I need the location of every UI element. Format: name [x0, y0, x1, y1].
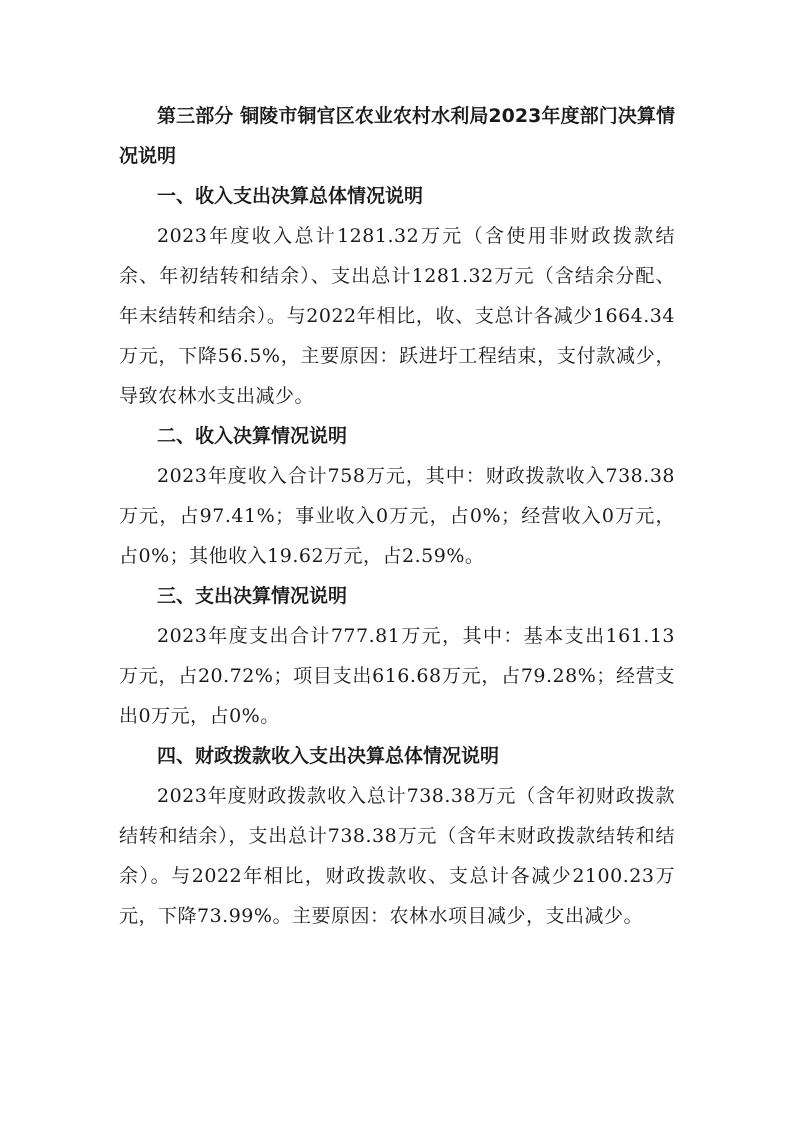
- document-page: [119, 96, 675, 936]
- section-body: 2023年度收入总计1281.32万元（含使用非财政拨款结余、年初结转和结余）、支出总计1281.32万元（含结余分配、年末结转和结余）。与2022年相比，收、支总计各减少1664.34万元，下降56.5%，主要原因：跃进圩工程结束，支付款减少，导致农林水支出减少。: [119, 225, 675, 407]
- section-fiscal-appropriation: [119, 736, 675, 936]
- section-body: 2023年度支出合计777.81万元，其中：基本支出161.13万元，占20.72%；项目支出616.68万元，占79.28%；经营支出0万元，占0%。: [119, 625, 675, 727]
- section-heading: 三、支出决算情况说明: [157, 585, 348, 607]
- section-heading: 四、财政拨款收入支出决算总体情况说明: [157, 745, 500, 767]
- section-body: 2023年度财政拨款收入总计738.38万元（含年初财政拨款结转和结余），支出总计738.38万元（含年末财政拨款结转和结余）。与2022年相比，财政拨款收、支总计各减少2100.23万元，下降73.99%。主要原因：农林水项目减少，支出减少。: [119, 785, 675, 927]
- section-expenditure: [119, 576, 675, 736]
- section-heading: 一、收入支出决算总体情况说明: [157, 185, 424, 207]
- section-body: 2023年度收入合计758万元，其中：财政拨款收入738.38万元，占97.41%；事业收入0万元，占0%；经营收入0万元，占0%；其他收入19.62万元，占2.59%。: [119, 465, 675, 567]
- document-title: 第三部分 铜陵市铜官区农业农村水利局2023年度部门决算情况说明: [119, 105, 675, 167]
- section-overall: [119, 176, 675, 416]
- section-heading: 二、收入决算情况说明: [157, 425, 348, 447]
- section-income: [119, 416, 675, 576]
